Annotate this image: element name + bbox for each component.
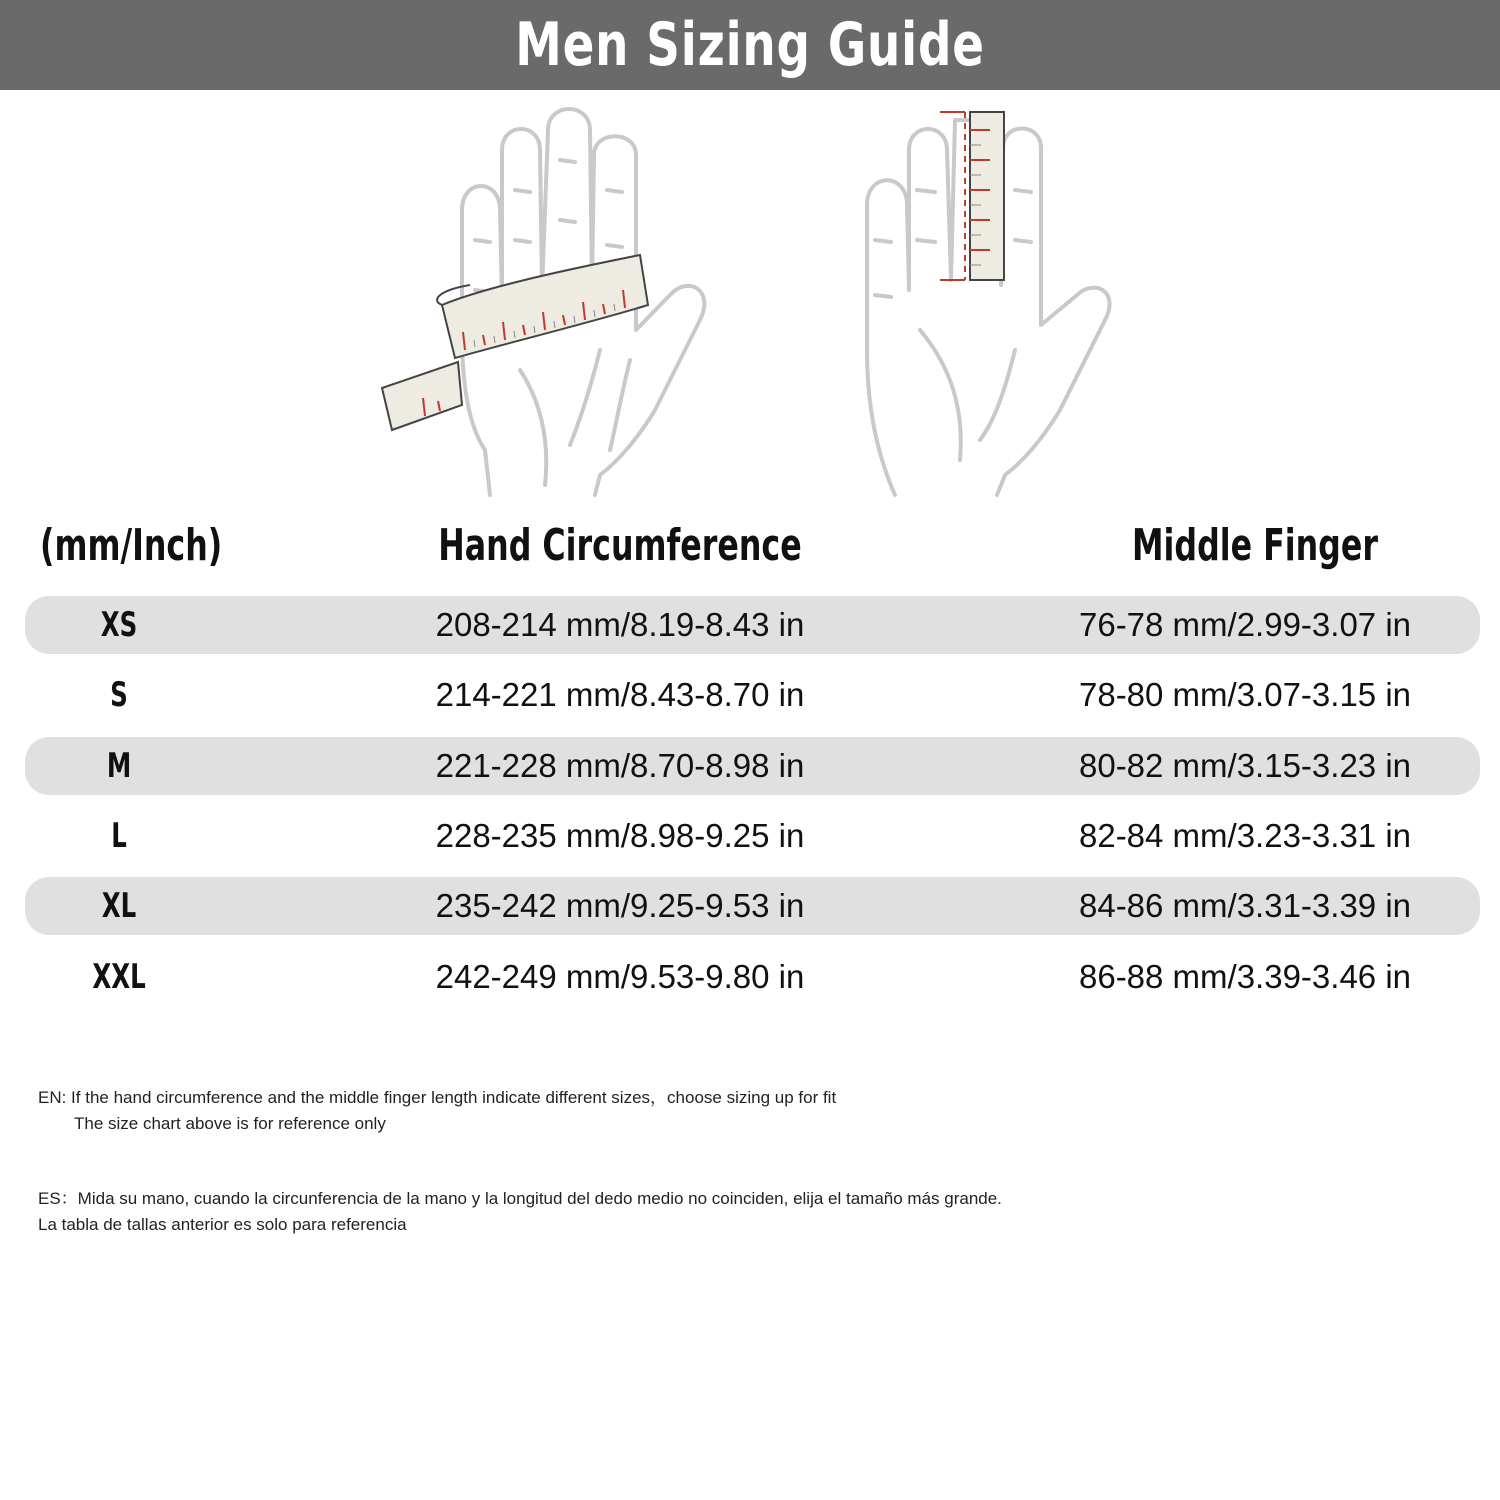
middle-finger-value: 82-84 mm/3.23-3.31 in [1078, 817, 1411, 854]
unit-header: (mm/Inch) [40, 520, 223, 571]
hand-circumference-value: 228-235 mm/8.98-9.25 in [435, 817, 805, 854]
title-banner [0, 0, 1500, 90]
hand-circumference-value: 208-214 mm/8.19-8.43 in [435, 606, 805, 643]
middle-finger-value: 84-86 mm/3.31-3.39 in [1078, 887, 1411, 924]
size-label: XS [100, 605, 138, 645]
table-row [25, 877, 1480, 935]
middle-finger-illustration [855, 100, 1125, 500]
hand-circumference-value: 221-228 mm/8.70-8.98 in [435, 747, 805, 784]
size-label: S [110, 675, 128, 715]
middle-finger-header: Middle Finger [1132, 520, 1378, 571]
middle-finger-value: 80-82 mm/3.15-3.23 in [1078, 747, 1411, 784]
english-note [38, 1085, 836, 1137]
table-row [25, 666, 1480, 724]
spanish-note-line2: La tabla de tallas anterior es solo para referencia [38, 1215, 407, 1234]
table-row [25, 737, 1480, 795]
table-row [25, 596, 1480, 654]
table-row [25, 807, 1480, 865]
size-label: M [106, 746, 132, 786]
middle-finger-value: 86-88 mm/3.39-3.46 in [1078, 958, 1411, 995]
table-row [25, 948, 1480, 1006]
middle-finger-value: 76-78 mm/2.99-3.07 in [1078, 606, 1411, 643]
spanish-note-line1: ES：Mida su mano, cuando la circunferencia de la mano y la longitud del dedo medio no coinciden, elija el tamaño más grande. [38, 1189, 1002, 1208]
middle-finger-value: 78-80 mm/3.07-3.15 in [1078, 676, 1411, 713]
hand-circumference-value: 214-221 mm/8.43-8.70 in [435, 676, 805, 713]
english-note-line1: EN: If the hand circumference and the middle finger length indicate different sizes，choose sizing up for fit [38, 1088, 837, 1107]
spanish-note [38, 1186, 1002, 1238]
size-label: L [111, 816, 127, 856]
hand-circumference-value: 235-242 mm/9.25-9.53 in [435, 887, 805, 924]
size-label: XL [101, 886, 137, 926]
hand-circumference-header: Hand Circumference [438, 520, 802, 571]
size-label: XXL [92, 957, 146, 997]
page-title: Men Sizing Guide [515, 10, 985, 80]
english-note-line2: The size chart above is for reference only [74, 1114, 386, 1133]
hand-circumference-value: 242-249 mm/9.53-9.80 in [435, 958, 805, 995]
hand-circumference-illustration [370, 100, 730, 500]
